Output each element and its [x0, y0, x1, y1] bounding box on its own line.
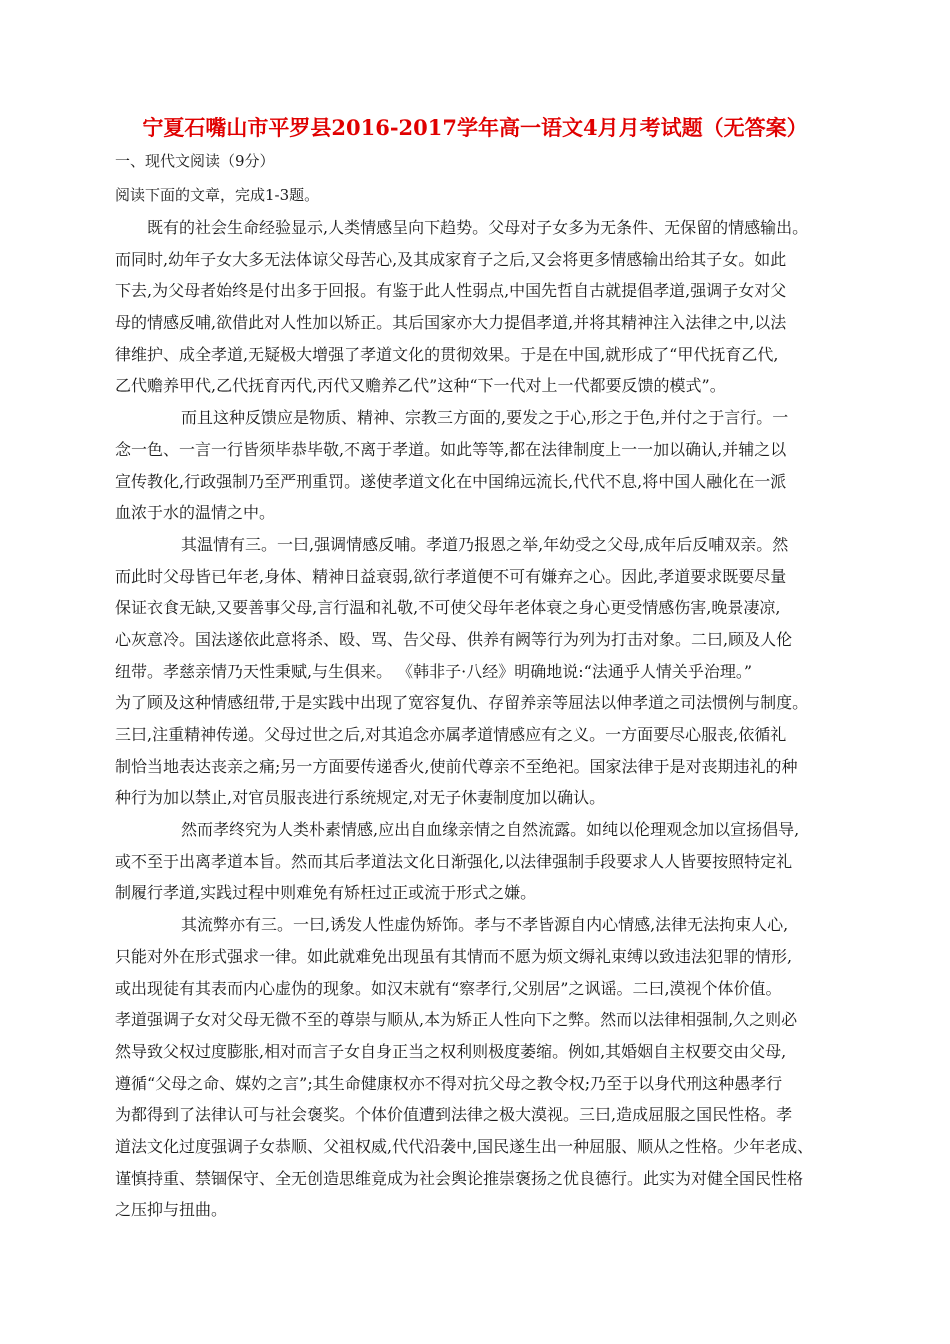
text-line: 既有的社会生命经验显示,人类情感呈向下趋势。父母对子女多为无条件、无保留的情感输出。 [147, 218, 809, 237]
text-line: 之压抑与扭曲。 [115, 1200, 228, 1220]
article-body [115, 212, 845, 1226]
text-line: 母的情感反哺,欲借此对人性加以矫正。其后国家亦大力提倡孝道,并将其精神注入法律之中,以法 [115, 313, 787, 333]
text-line: 而同时,幼年子女大多无法体谅父母苦心,及其成家育子之后,又会将更多情感输出给其子女。如此 [115, 249, 787, 269]
text-line: 而且这种反馈应是物质、精神、宗教三方面的,要发之于心,形之于色,并付之于言行。一 [181, 408, 789, 428]
text-line: 制恰当地表达丧亲之痛;另一方面要传递香火,使前代尊亲不至绝祀。国家法律于是对丧期违礼的种 [115, 756, 798, 776]
text-line: 乙代赡养甲代,乙代抚育丙代,丙代又赡养乙代”这种“下一代对上一代都要反馈的模式”。 [115, 376, 726, 396]
text-line: 纽带。孝慈亲情乃天性秉赋,与生俱来。 《韩非子·八经》明确地说:“法通乎人情关乎治理。” [115, 661, 753, 681]
text-line: 道法文化过度强调子女恭顺、父祖权威,代代沿袭中,国民遂生出一种屈服、顺从之性格。少年老成、 [115, 1136, 814, 1156]
text-line: 或不至于出离孝道本旨。然而其后孝道法文化日渐强化,以法律强制手段要求人人皆要按照特定礼 [115, 851, 793, 871]
text-line: 保证衣食无缺,又要善事父母,言行温和礼敬,不可使父母年老体衰之身心更受情感伤害,晚景凄凉, [115, 598, 781, 618]
text-line: 念一色、一言一行皆须毕恭毕敬,不离于孝道。如此等等,都在法律制度上一一加以确认,并辅之以 [115, 439, 787, 459]
text-line: 三曰,注重精神传递。父母过世之后,对其追念亦属孝道情感应有之义。一方面要尽心服丧,依循礼 [115, 725, 787, 744]
text-line: 下去,为父母者始终是付出多于回报。有鉴于此人性弱点,中国先哲自古就提倡孝道,强调子女对父 [115, 281, 787, 301]
text-line: 然导致父权过度膨胀,相对而言子女自身正当之权利则极度萎缩。例如,其婚姻自主权要交由父母, [115, 1041, 787, 1061]
document-title: 宁夏石嘴山市平罗县2016-2017学年高一语文4月月考试题（无答案） [142, 115, 808, 140]
text-line: 为都得到了法律认可与社会褒奖。个体价值遭到法律之极大漠视。三曰,造成屈服之国民性格。孝 [115, 1105, 793, 1125]
text-line: 其温情有三。一曰,强调情感反哺。孝道乃报恩之举,年幼受之父母,成年后反哺双亲。然 [181, 534, 789, 554]
text-line: 律维护、成全孝道,无疑极大增强了孝道文化的贯彻效果。于是在中国,就形成了“甲代抚育乙代, [115, 344, 779, 364]
text-line: 遵循“父母之命、媒妁之言”;其生命健康权亦不得对抗父母之教令权;乃至于以身代刑这种愚孝行 [115, 1073, 783, 1093]
text-line: 宣传教化,行政强制乃至严刑重罚。遂使孝道文化在中国绵远流长,代代不息,将中国人融化在一派 [115, 471, 787, 491]
reading-instruction: 阅读下面的文章，完成1-3题。 [115, 186, 320, 204]
text-line: 或出现徒有其表而内心虚伪的现象。如汉末就有“察孝行,父别居”之讽谣。二曰,漠视个体价值。 [115, 978, 782, 998]
section-heading: 一、现代文阅读（9分） [115, 152, 275, 170]
text-line: 只能对外在形式强求一律。如此就难免出现虽有其情而不愿为烦文缛礼束缚以致违法犯罪的情形, [115, 946, 793, 966]
text-line: 而此时父母皆已年老,身体、精神日益衰弱,欲行孝道便不可有嫌弃之心。因此,孝道要求既要尽量 [115, 566, 787, 586]
text-line: 然而孝终究为人类朴素情感,应出自血缘亲情之自然流露。如纯以伦理观念加以宣扬倡导, [181, 820, 800, 840]
text-line: 其流弊亦有三。一曰,诱发人性虚伪矫饰。孝与不孝皆源自内心情感,法律无法拘束人心, [181, 915, 789, 935]
text-line: 谨慎持重、禁锢保守、全无创造思维竟成为社会舆论推崇褒扬之优良德行。此实为对健全国民性格 [115, 1168, 804, 1188]
text-line: 血浓于水的温情之中。 [115, 503, 276, 523]
text-line: 心灰意冷。国法遂依此意将杀、殴、骂、告父母、供养有阙等行为列为打击对象。二曰,顾及人伦 [115, 629, 793, 649]
text-line: 孝道强调子女对父母无微不至的尊崇与顺从,本为矫正人性向下之弊。然而以法律相强制,久之则必 [115, 1010, 798, 1030]
text-line: 种行为加以禁止,对官员服丧进行系统规定,对无子休妻制度加以确认。 [115, 788, 606, 808]
text-line: 为了顾及这种情感纽带,于是实践中出现了宽容复仇、存留养亲等屈法以伸孝道之司法惯例与制度。 [115, 693, 809, 713]
text-line: 制履行孝道,实践过程中则难免有矫枉过正或流于形式之嫌。 [115, 883, 537, 903]
